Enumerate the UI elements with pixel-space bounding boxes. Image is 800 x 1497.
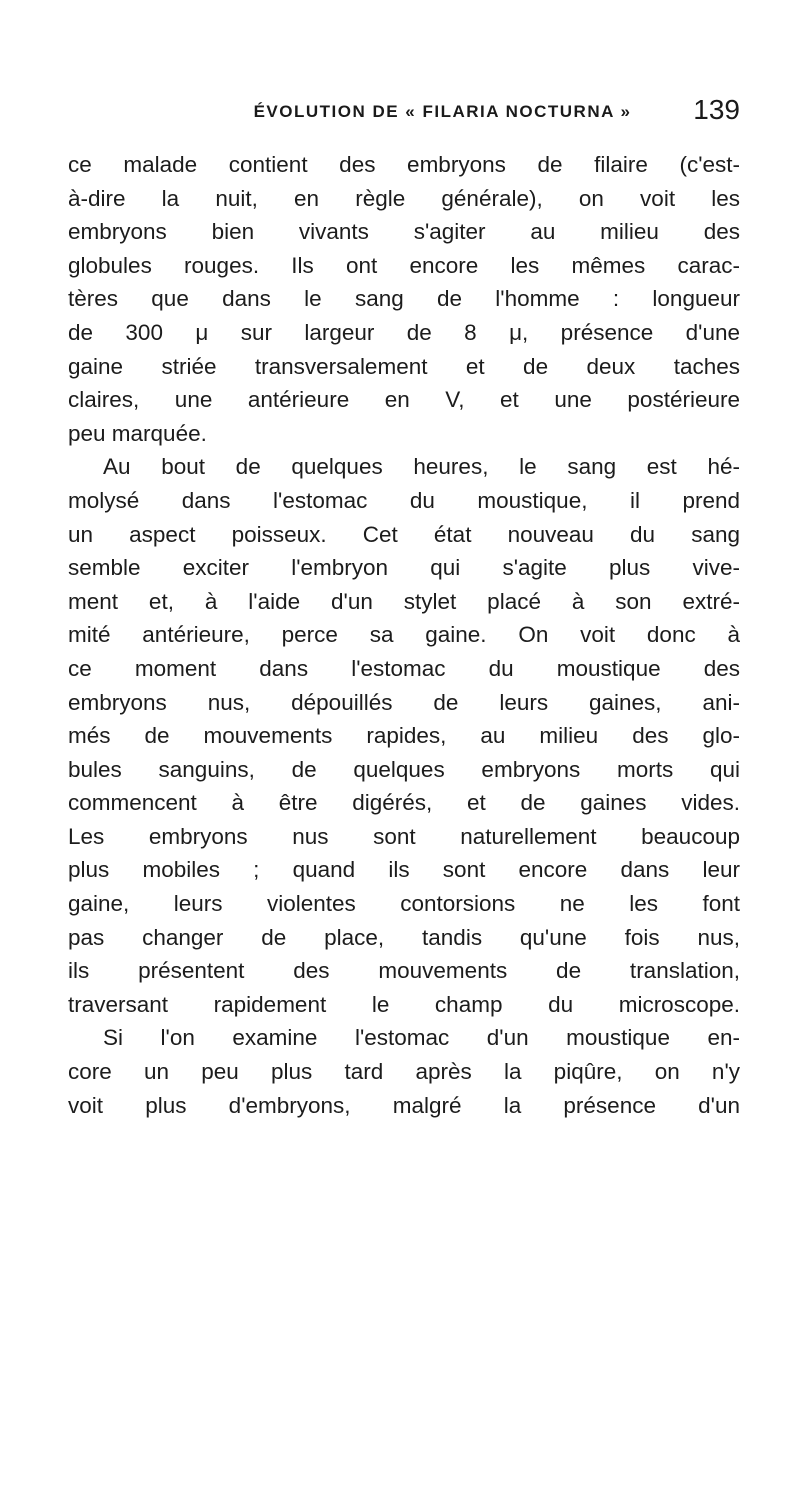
text-line: Les embryons nus sont naturellement beaucoup: [68, 823, 740, 849]
running-title: ÉVOLUTION DE « FILARIA NOCTURNA »: [253, 102, 632, 121]
text-line: un aspect poisseux. Cet état nouveau du sang: [68, 521, 740, 547]
text-line: mité antérieure, perce sa gaine. On voit donc à: [68, 622, 740, 648]
text-line: gaine striée transversalement et de deux taches: [68, 353, 740, 379]
text-line: Si l'on examine l'estomac d'un moustique en-: [103, 1025, 740, 1051]
text-line: ce malade contient des embryons de filaire (c'est-: [68, 152, 740, 177]
text-line: à-dire la nuit, en règle générale), on voit les: [68, 185, 740, 211]
text-line: de 300 μ sur largeur de 8 μ, présence d'une: [68, 319, 740, 345]
text-line: gaine, leurs violentes contorsions ne les font: [68, 891, 740, 917]
text-line: claires, une antérieure en V, et une postérieure: [68, 387, 740, 413]
text-line: globules rouges. Ils ont encore les mêmes carac-: [68, 252, 740, 278]
text-line: plus mobiles ; quand ils sont encore dans leur: [68, 857, 740, 883]
text-line: pas changer de place, tandis qu'une fois nus,: [68, 924, 740, 950]
page-number: 139: [693, 94, 740, 125]
text-line: tères que dans le sang de l'homme : longueur: [68, 286, 740, 312]
text-line: més de mouvements rapides, au milieu des glo-: [68, 723, 740, 749]
text-line: core un peu plus tard après la piqûre, on n'y: [68, 1059, 740, 1085]
text-line: ment et, à l'aide d'un stylet placé à son extré-: [68, 588, 740, 614]
body-text: [68, 148, 740, 1122]
running-head: [85, 92, 740, 132]
text-line: embryons nus, dépouillés de leurs gaines, ani-: [68, 689, 740, 715]
text-line: voit plus d'embryons, malgré la présence d'un: [68, 1092, 740, 1118]
text-line: commencent à être digérés, et de gaines vides.: [68, 790, 740, 816]
text-line: ils présentent des mouvements de translation,: [68, 958, 740, 984]
text-line: bules sanguins, de quelques embryons morts qui: [68, 756, 740, 782]
text-line: peu marquée.: [68, 420, 207, 446]
text-line: Au bout de quelques heures, le sang est hé-: [103, 454, 740, 480]
text-line: embryons bien vivants s'agiter au milieu des: [68, 219, 740, 245]
text-line: molysé dans l'estomac du moustique, il prend: [68, 487, 740, 513]
text-line: semble exciter l'embryon qui s'agite plus vive-: [68, 555, 740, 581]
text-line: traversant rapidement le champ du microscope.: [68, 991, 740, 1017]
text-line: ce moment dans l'estomac du moustique des: [68, 655, 740, 681]
